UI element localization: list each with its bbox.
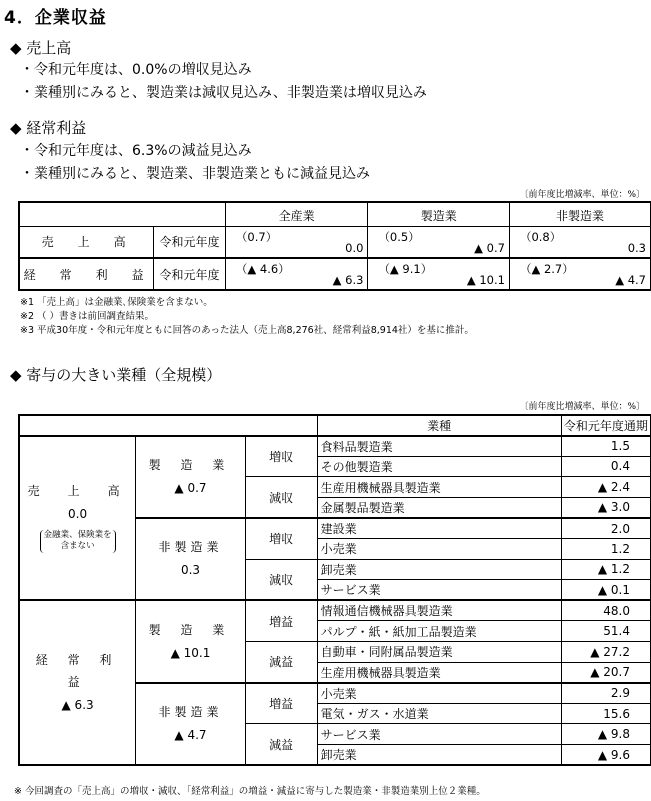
sales-mfg-value: ▲ 0.7 [174, 480, 207, 495]
industry-name: 電気・ガス・水道業 [317, 703, 561, 724]
sales-mfg-decrease: 減収 [245, 477, 317, 518]
row-label-profit: 経 常 利 益 [19, 258, 154, 290]
header-blank [19, 202, 154, 226]
sales-value: 0.0 [68, 506, 88, 521]
sales-mfg-increase: 増収 [245, 436, 317, 477]
profit-mfg-decrease: 減益 [245, 642, 317, 683]
industry-value: 0.4 [561, 456, 651, 477]
prev-value: （▲ 2.7） [519, 262, 574, 276]
industry-value: 51.4 [561, 621, 651, 642]
current-value: ▲ 10.1 [466, 273, 505, 287]
profit-block-label [19, 600, 136, 765]
header-blank [19, 415, 317, 436]
sales-nonmfg-label: 非製造業 [158, 540, 223, 555]
row-label-sales: 売 上 高 [19, 226, 154, 258]
table1-unit-note: 〔前年度比増減率、単位：%〕 [519, 190, 645, 200]
sales-note-line-2: 含まない [60, 541, 95, 552]
summary-table [18, 201, 651, 291]
sales-nonmfg-label-cell [136, 518, 246, 600]
industry-name: 食料品製造業 [317, 436, 561, 457]
sales-nonmfg-cell [509, 226, 651, 258]
industry-name: 建設業 [317, 518, 561, 539]
sales-bullet-2: ・業種別にみると、製造業は減収見込み、非製造業は増収見込み [20, 85, 427, 101]
industry-value: 2.9 [561, 683, 651, 704]
header-fiscal-year: 令和元年度通期 [561, 415, 651, 436]
sales-nonmfg-decrease: 減収 [245, 559, 317, 600]
industry-value: 1.2 [561, 539, 651, 560]
profit-nonmfg-increase: 増益 [245, 683, 317, 724]
industry-value: 1.5 [561, 436, 651, 457]
profit-mfg-label: 製 造 業 [148, 622, 233, 637]
current-value: ▲ 0.7 [474, 241, 505, 255]
footnote-3: ※3 平成30年度・令和元年度ともに回答のあった法人（売上高8,276社、経常利益8,914社）を基に推計。 [20, 325, 474, 336]
footnote-1: ※1 「売上高」は金融業､保険業を含まない。 [20, 297, 213, 308]
profit-bullet-2: ・業種別にみると、製造業、非製造業ともに減益見込み [20, 166, 370, 182]
sales-block-label [19, 436, 136, 601]
profit-all-cell [225, 258, 368, 290]
industry-value: ▲ 20.7 [561, 662, 651, 683]
sales-label: 売 上 高 [27, 484, 128, 499]
sales-all-cell [225, 226, 368, 258]
industry-name: 卸売業 [317, 745, 561, 766]
profit-bullet-1: ・令和元年度は、6.3%の減益見込み [20, 143, 252, 159]
industry-value: ▲ 9.6 [561, 745, 651, 766]
industry-name: パルプ・紙・紙加工品製造業 [317, 621, 561, 642]
current-value: 0.3 [627, 241, 646, 255]
profit-mfg-cell [368, 258, 510, 290]
industry-value: ▲ 3.0 [561, 497, 651, 518]
sales-mfg-label-cell [136, 436, 246, 518]
profit-label: 経 常 利 益 [35, 652, 120, 690]
profit-mfg-value: ▲ 10.1 [170, 645, 211, 660]
header-manufacturing: 製造業 [368, 202, 510, 226]
sales-heading: ◆ 売上高 [10, 39, 72, 57]
industry-value: 15.6 [561, 703, 651, 724]
profit-heading: ◆ 経常利益 [10, 119, 87, 137]
sales-mfg-cell [368, 226, 510, 258]
industry-name: 生産用機械器具製造業 [317, 662, 561, 683]
row-year-profit: 令和元年度 [154, 258, 226, 290]
profit-mfg-increase: 増益 [245, 600, 317, 641]
prev-value: （0.8） [519, 229, 562, 244]
current-value: ▲ 6.3 [332, 273, 364, 287]
profit-value: ▲ 6.3 [61, 698, 94, 713]
industry-name: 生産用機械器具製造業 [317, 477, 561, 498]
sales-bullet-1: ・令和元年度は、0.0%の増収見込み [20, 62, 252, 78]
footnote-2: ※2 （ ）書きは前回調査結果。 [20, 311, 155, 322]
profit-mfg-label-cell [136, 600, 246, 682]
prev-value: （0.7） [235, 229, 278, 244]
industry-name: 金属製品製造業 [317, 497, 561, 518]
table2-footnote: ※ 今回調査の「売上高」の増収・減収、「経常利益」の増益・減益に寄与した製造業・非製造業別上位２業種。 [14, 786, 486, 797]
industry-value: ▲ 27.2 [561, 642, 651, 663]
contribution-heading: ◆ 寄与の大きい業種（全規模） [10, 366, 222, 384]
current-value: ▲ 4.7 [615, 273, 646, 287]
industry-name: サービス業 [317, 580, 561, 601]
profit-nonmfg-cell [509, 258, 651, 290]
header-blank-2 [154, 202, 226, 226]
industry-value: ▲ 2.4 [561, 477, 651, 498]
prev-value: （▲ 9.1） [378, 262, 433, 276]
page-title: 4．企業収益 [4, 8, 107, 28]
profit-nonmfg-label-cell [136, 683, 246, 765]
profit-nonmfg-value: ▲ 4.7 [174, 727, 207, 742]
header-industry: 業種 [317, 415, 561, 436]
prev-value: （▲ 4.6） [235, 262, 290, 276]
industry-name: サービス業 [317, 724, 561, 745]
sales-note-line-1: 金融業、保険業を [43, 529, 112, 540]
prev-value: （0.5） [378, 229, 420, 244]
industry-name: その他製造業 [317, 456, 561, 477]
industry-value: 2.0 [561, 518, 651, 539]
industry-value: ▲ 0.1 [561, 580, 651, 601]
industry-name: 小売業 [317, 683, 561, 704]
industry-name: 情報通信機械器具製造業 [317, 600, 561, 621]
sales-nonmfg-increase: 増収 [245, 518, 317, 559]
industry-value: 48.0 [561, 600, 651, 621]
industry-name: 卸売業 [317, 559, 561, 580]
profit-nonmfg-label: 非製造業 [158, 705, 223, 720]
industry-name: 自動車・同附属品製造業 [317, 642, 561, 663]
header-non-manufacturing: 非製造業 [509, 202, 651, 226]
industry-value: ▲ 9.8 [561, 724, 651, 745]
current-value: 0.0 [345, 241, 364, 255]
row-year-sales: 令和元年度 [154, 226, 226, 258]
industry-value: ▲ 1.2 [561, 559, 651, 580]
sales-nonmfg-value: 0.3 [180, 563, 201, 578]
header-all-industry: 全産業 [225, 202, 368, 226]
profit-nonmfg-decrease: 減益 [245, 724, 317, 765]
sales-note [40, 530, 116, 553]
industry-name: 小売業 [317, 539, 561, 560]
table2-unit-note: 〔前年度比増減率、単位：%〕 [519, 402, 645, 412]
sales-mfg-label: 製 造 業 [148, 457, 233, 472]
contribution-table [18, 414, 651, 766]
